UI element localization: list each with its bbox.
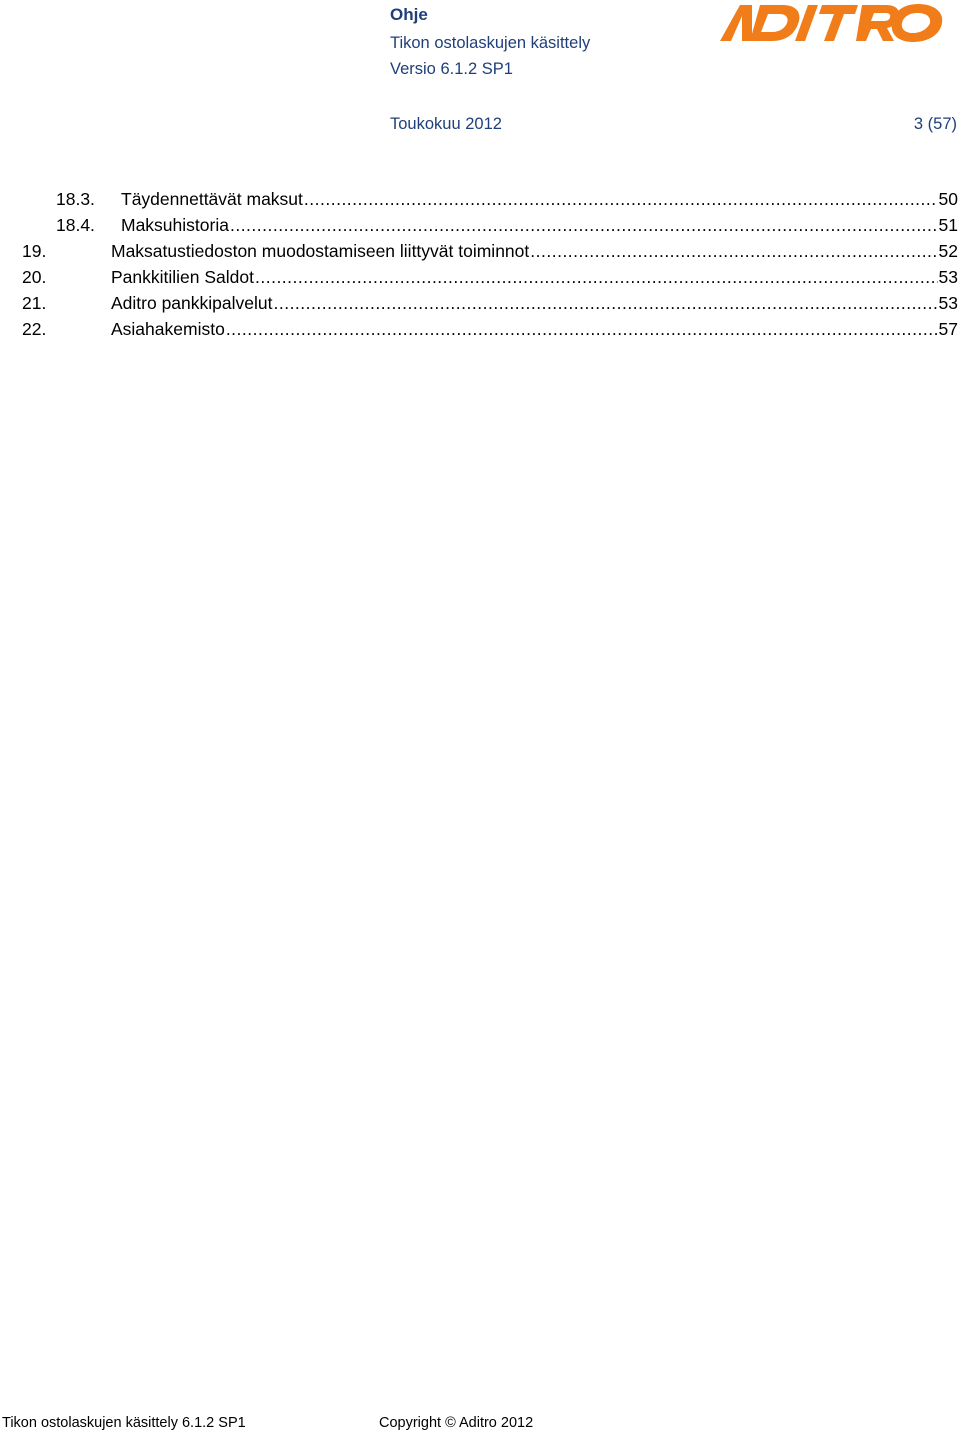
footer-copyright: Copyright © Aditro 2012 [379,1415,534,1431]
toc-entry-number: 22. [22,319,47,339]
toc-entry-title: Täydennettävät maksut [121,189,303,209]
toc-entry-title: Aditro pankkipalvelut [111,293,273,313]
toc-leader-dots [530,238,937,264]
toc-entry-page: 51 [938,215,958,235]
toc-entry-number: 20. [22,267,47,287]
toc-leader-dots [255,264,938,290]
toc-entry-number: 18.4. [56,215,95,235]
toc-entry[interactable] [0,212,960,238]
toc-entry-title: Asiahakemisto [111,319,225,339]
toc-entry-title: Maksatustiedoston muodostamiseen liittyvät toiminnot [111,241,530,261]
document-type: Ohje [390,5,428,24]
toc-entry-page: 50 [938,189,958,209]
toc-entry[interactable] [0,290,960,316]
document-subtitle: Tikon ostolaskujen käsittely [390,34,591,52]
aditro-logo [718,0,944,46]
toc-entry-number: 21. [22,293,47,313]
toc-entry-page: 53 [938,293,958,313]
toc-leader-dots [226,316,938,342]
toc-leader-dots [304,186,938,212]
toc-entry-title: Maksuhistoria [121,215,229,235]
toc-entry[interactable] [0,238,960,264]
toc-entry[interactable] [0,264,960,290]
toc-leader-dots [273,290,937,316]
toc-entry-page: 57 [938,319,958,339]
toc-entry-number: 18.3. [56,189,95,209]
toc-entry-title: Pankkitilien Saldot [111,267,254,287]
toc-entry-page: 53 [938,267,958,287]
document-date: Toukokuu 2012 [390,115,502,133]
document-version: Versio 6.1.2 SP1 [390,60,513,78]
toc-entry[interactable] [0,316,960,342]
toc-entry[interactable] [0,186,960,212]
toc-entry-page: 52 [938,241,958,261]
page-number: 3 (57) [913,115,957,133]
toc-leader-dots [230,212,938,238]
footer-document-title: Tikon ostolaskujen käsittely 6.1.2 SP1 [2,1415,246,1431]
toc-entry-number: 19. [22,241,47,261]
